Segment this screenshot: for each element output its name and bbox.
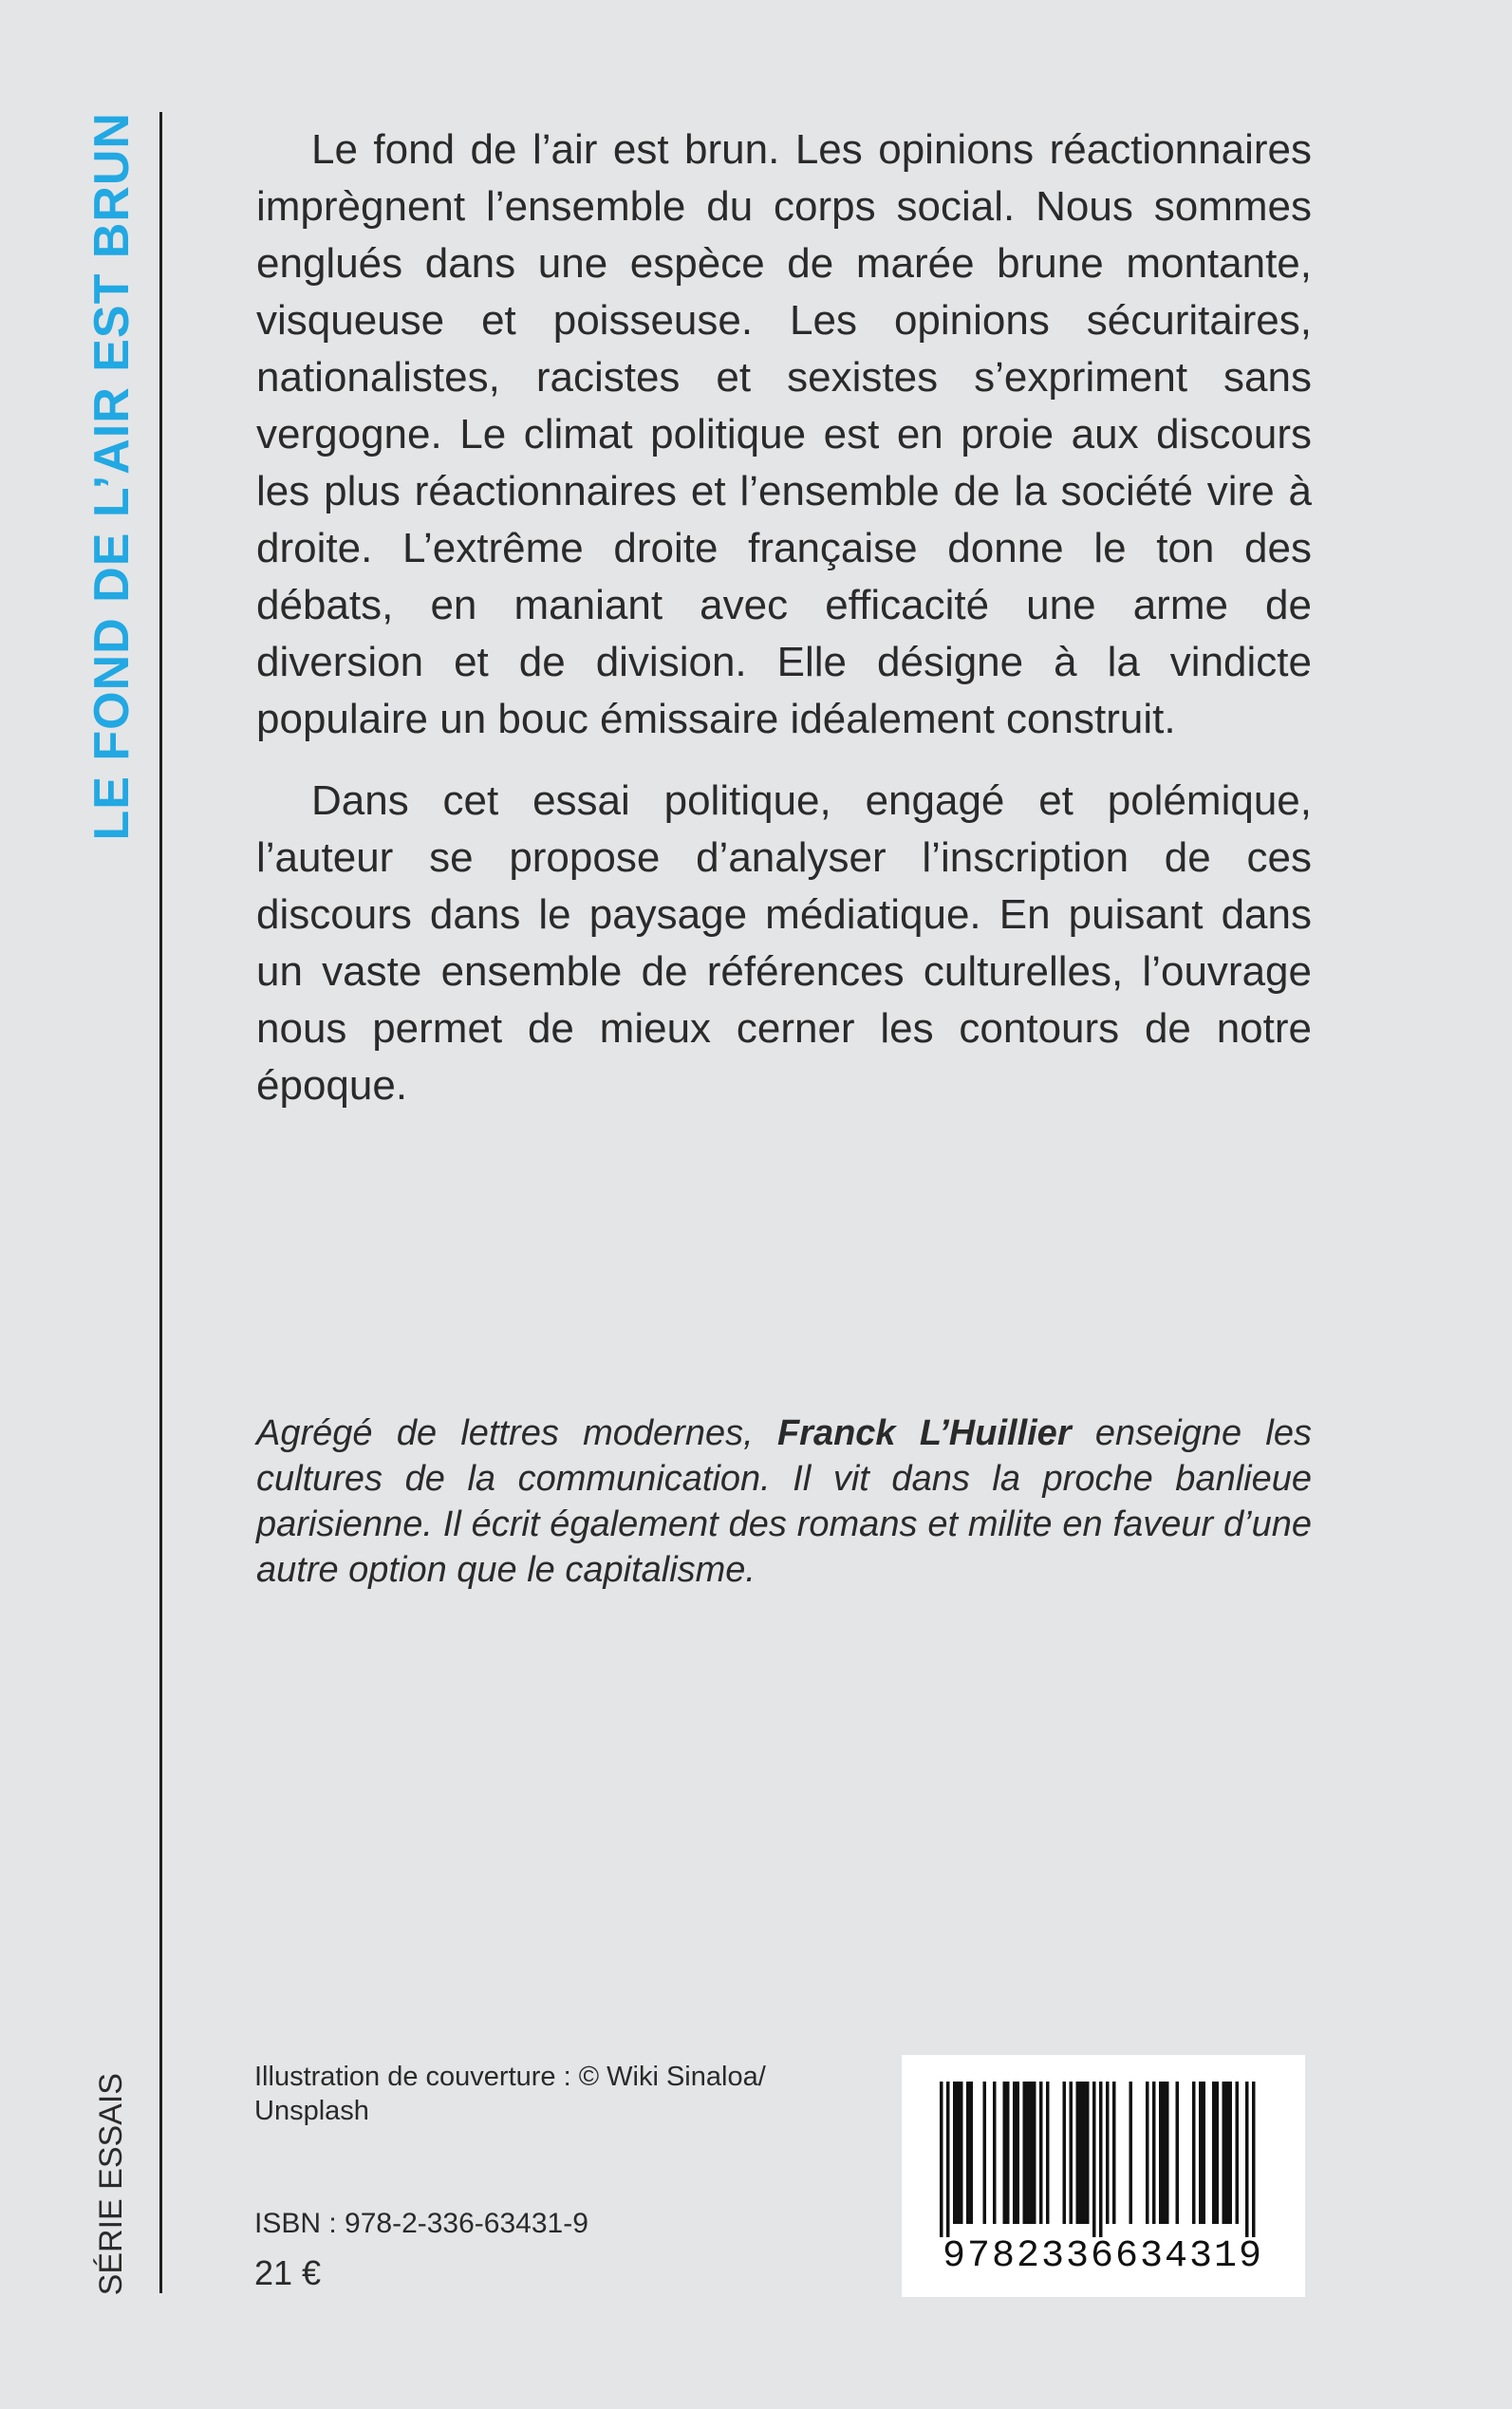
barcode-bar (1236, 2082, 1240, 2224)
barcode-graphic (902, 2055, 1305, 2297)
barcode-bar (1192, 2082, 1196, 2224)
barcode-bar (983, 2082, 987, 2224)
barcode-bar (1026, 2082, 1030, 2224)
barcode-bar (953, 2082, 957, 2224)
spine-series (87, 2072, 135, 2295)
barcode-bar (1229, 2082, 1233, 2224)
barcode-bar (1216, 2082, 1220, 2224)
barcode-bar (1212, 2082, 1216, 2224)
price-label: 21 € (254, 2253, 322, 2292)
bio-intro: Agrégé de lettres modernes, (256, 1413, 777, 1453)
barcode-bar (966, 2082, 970, 2224)
barcode-bar (1152, 2082, 1156, 2224)
barcode-bar (1112, 2082, 1116, 2224)
barcode-bar (1033, 2082, 1036, 2224)
barcode (902, 2055, 1305, 2297)
barcode-bar (1006, 2082, 1010, 2224)
barcode-bar (1223, 2082, 1226, 2224)
barcode-bar (1083, 2082, 1087, 2224)
barcode-bar (1245, 2082, 1249, 2237)
barcode-bar (1176, 2082, 1180, 2224)
blurb-paragraph-2: Dans cet essai politique, engagé et polémique, l’auteur se propose d’analyser l’inscription de ces discours dans le paysage médiatique. En puisant dans un vaste ensemble de références culturelles, l’ouvrage nous permet de mieux cerner les contours de notre époque. (256, 777, 1312, 1109)
spine-title-text: LE FOND DE L’AIR EST BRUN (84, 112, 140, 841)
barcode-bar (1129, 2082, 1133, 2224)
barcode-bar (960, 2082, 963, 2224)
barcode-bar (1092, 2082, 1096, 2237)
barcode-bar (1146, 2082, 1149, 2224)
barcode-bar (1166, 2082, 1169, 2224)
barcode-bar (1070, 2082, 1073, 2224)
barcode-bar (1225, 2082, 1229, 2224)
barcode-bar (1046, 2082, 1050, 2224)
bio-body: enseigne les cultures de la communication. Il vit dans la proche banlieue parisienne. Il écrit également des romans et milite en faveur d’une autre option que le capitalisme. (256, 1413, 1312, 1590)
barcode-bar (946, 2082, 950, 2237)
cover-credit: Illustration de couverture : © Wiki Sinaloa/ Unsplash (254, 2062, 766, 2126)
barcode-bar (1199, 2082, 1203, 2224)
barcode-bar (1017, 2082, 1020, 2224)
barcode-bar (1159, 2082, 1163, 2224)
series-label: SÉRIE ESSAIS (92, 2072, 129, 2295)
blurb-paragraph-1: Le fond de l’air est brun. Les opinions réactionnaires imprègnent l’ensemble du corps social. Nous sommes englués dans une espèce de marée brune montante, visqueuse et poisseuse. Les opinions sécuritaires, nationalistes, racistes et sexistes s’expriment sans vergogne. Le climat politique est en proie aux discours les plus réactionnaires et l’ensemble de la société vire à droite. L’extrême droite française donne le ton des débats, en maniant avec efficacité une arme de diversion et de division. Elle désigne à la vindicte populaire un bouc émissaire idéalement construit. (256, 126, 1312, 742)
barcode-bar (1023, 2082, 1027, 2224)
back-cover-blurb (256, 121, 1312, 1139)
barcode-bar (1013, 2082, 1017, 2224)
spine-title (84, 112, 140, 841)
barcode-bar (1252, 2082, 1256, 2237)
barcode-digits: 9782336634319 (942, 2235, 1264, 2278)
barcode-bar (1106, 2082, 1110, 2224)
barcode-bar (1086, 2082, 1090, 2224)
barcode-bar (1203, 2082, 1206, 2224)
barcode-bar (970, 2082, 974, 2224)
barcode-bar (940, 2082, 943, 2237)
barcode-bar (1003, 2082, 1007, 2224)
barcode-bar (1099, 2082, 1103, 2237)
barcode-bar (993, 2082, 997, 2224)
barcode-bar (1163, 2082, 1167, 2224)
spine-divider (159, 112, 162, 2293)
barcode-bar (1079, 2082, 1083, 2224)
barcode-bar (1076, 2082, 1080, 2224)
barcode-bar (1063, 2082, 1067, 2224)
barcode-bar (1030, 2082, 1034, 2224)
barcode-bar (957, 2082, 961, 2224)
author-bio (256, 1410, 1312, 1593)
barcode-bar (1039, 2082, 1043, 2224)
isbn-label: ISBN : 978-2-336-63431-9 (254, 2208, 588, 2239)
author-name: Franck L’Huillier (776, 1413, 1072, 1453)
